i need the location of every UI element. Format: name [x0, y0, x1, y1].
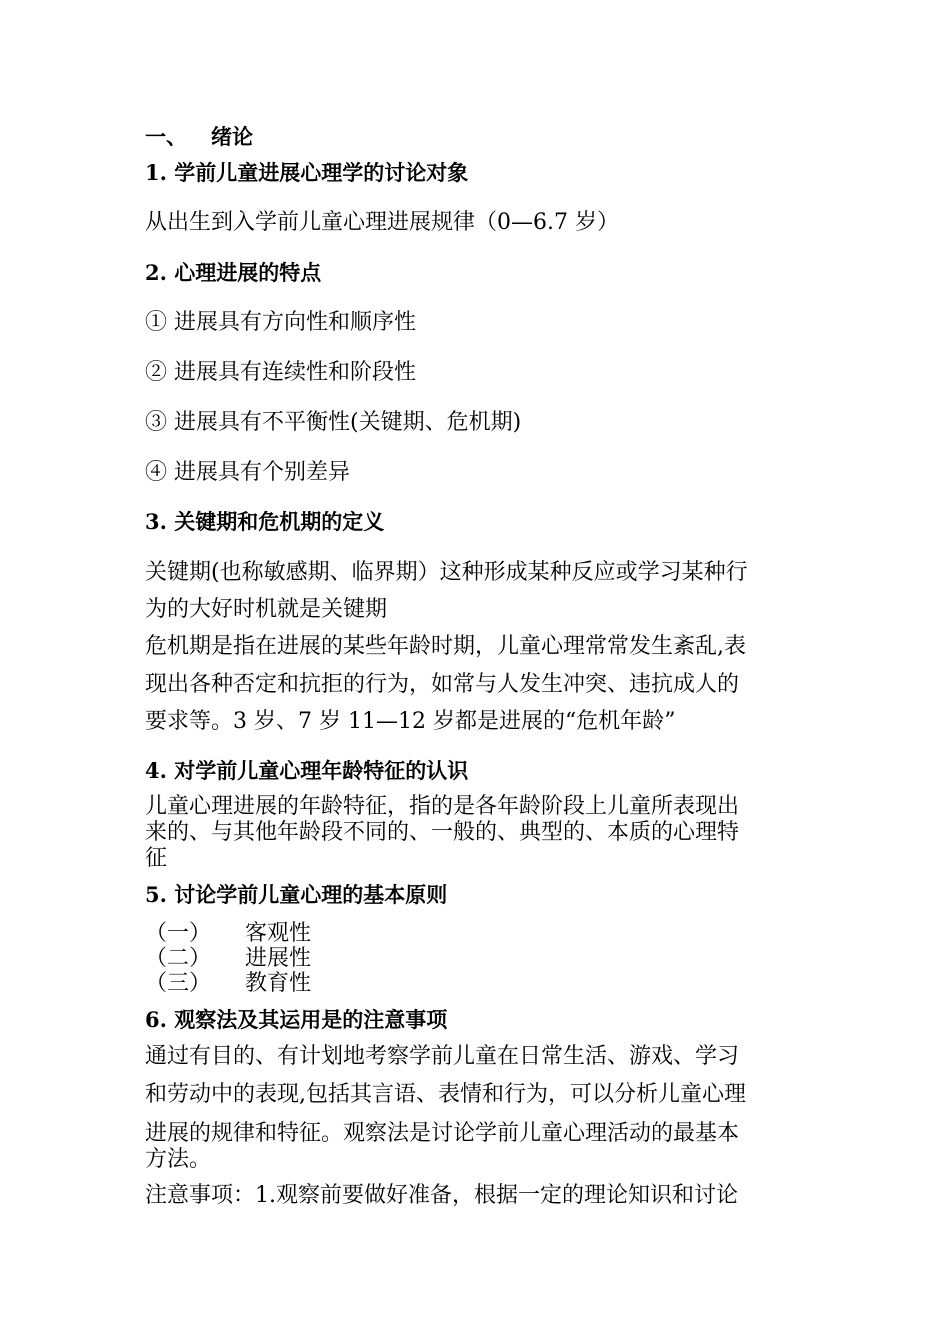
section-3-line: 危机期是指在进展的某些年龄时期，儿童心理常常发生紊乱,表	[145, 634, 746, 659]
section-4-line: 儿童心理进展的年龄特征，指的是各年龄阶段上儿童所表现出	[145, 794, 740, 819]
section-2-item: ③ 进展具有不平衡性(关键期、危机期)	[145, 410, 522, 435]
chapter-title: 绪论	[211, 124, 253, 149]
section-3-line: 要求等。3 岁、7 岁 11—12 岁都是进展的“危机年龄”	[145, 709, 676, 734]
item-label: 客观性	[245, 921, 312, 946]
section-4-line: 征	[145, 846, 168, 871]
section-5-heading: 5. 讨论学前儿童心理的基本原则	[145, 882, 448, 907]
section-4-heading: 4. 对学前儿童心理年龄特征的认识	[145, 758, 469, 783]
section-6-heading: 6. 观察法及其运用是的注意事项	[145, 1007, 448, 1032]
section-3-line: 现出各种否定和抗拒的行为，如常与人发生冲突、违抗成人的	[145, 672, 740, 697]
section-6-line: 通过有目的、有计划地考察学前儿童在日常生活、游戏、学习	[145, 1044, 740, 1069]
item-label: 进展性	[245, 946, 312, 971]
section-3-line: 关键期(也称敏感期、临界期）这种形成某种反应或学习某种行	[145, 560, 748, 585]
chapter-number: 一、	[145, 124, 187, 149]
section-2-item: ② 进展具有连续性和阶段性	[145, 360, 416, 385]
item-number: （三）	[145, 971, 212, 996]
section-6-line: 注意事项：1.观察前要做好准备，根据一定的理论知识和讨论	[145, 1183, 738, 1208]
section-4-line: 来的、与其他年龄段不同的、一般的、典型的、本质的心理特	[145, 820, 740, 845]
item-number: （一）	[145, 921, 212, 946]
section-1-heading: 1. 学前儿童进展心理学的讨论对象	[145, 160, 469, 185]
section-6-line: 进展的规律和特征。观察法是讨论学前儿童心理活动的最基本	[145, 1121, 740, 1146]
section-6-line: 方法。	[145, 1147, 212, 1172]
section-5-item	[145, 969, 311, 999]
chapter-heading	[145, 122, 253, 152]
item-label: 教育性	[245, 971, 312, 996]
section-6-line: 和劳动中的表现,包括其言语、表情和行为，可以分析儿童心理	[145, 1082, 746, 1107]
section-3-line: 为的大好时机就是关键期	[145, 597, 388, 622]
item-number: （二）	[145, 946, 212, 971]
section-2-item: ① 进展具有方向性和顺序性	[145, 310, 416, 335]
section-2-item: ④ 进展具有个别差异	[145, 460, 350, 485]
section-1-text: 从出生到入学前儿童心理进展规律（0—6.7 岁）	[145, 210, 619, 235]
section-2-heading: 2. 心理进展的特点	[145, 260, 322, 285]
section-3-heading: 3. 关键期和危机期的定义	[145, 509, 385, 534]
